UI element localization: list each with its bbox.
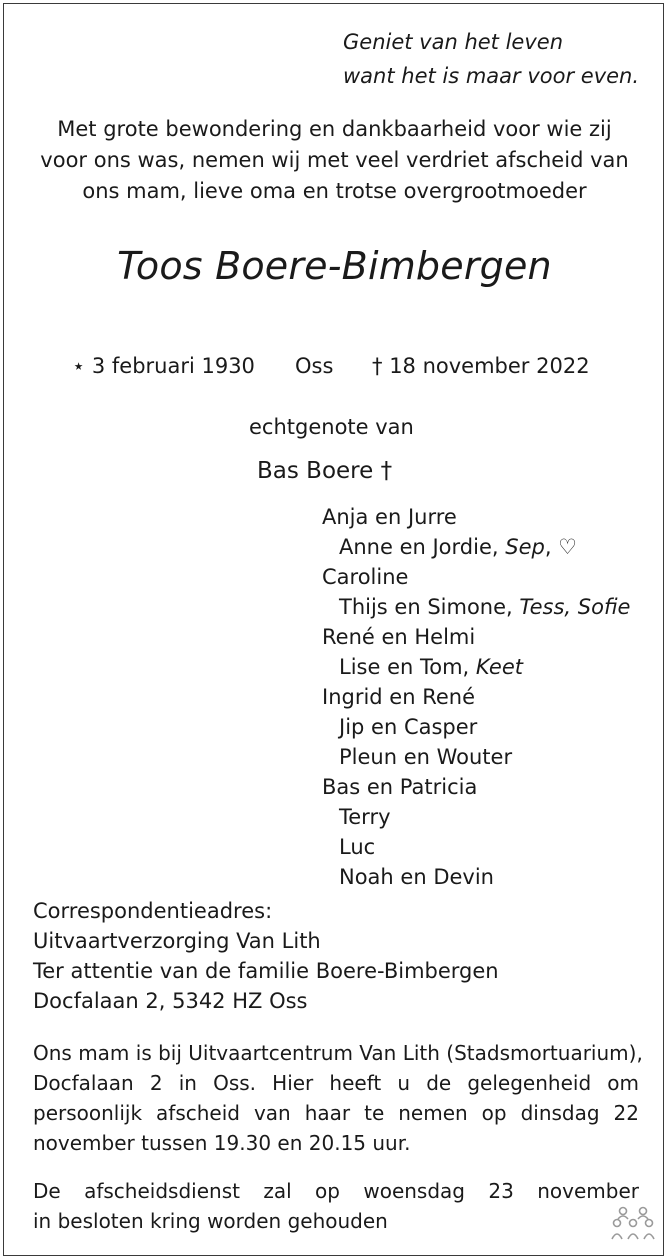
correspondence-line: Uitvaartverzorging Van Lith [33, 929, 321, 953]
family-member-name-part: Lise en Tom, [339, 655, 476, 679]
family-member-name-part: René en Helmi [322, 625, 476, 649]
family-member-name-part: Ingrid en René [322, 685, 476, 709]
family-member-name-part: Terry [339, 805, 391, 829]
paragraph-line: Docfalaan 2 in Oss. Hier heeft u de gelegenheid om [33, 1071, 639, 1095]
deceased-name: Toos Boere-Bimbergen [117, 244, 552, 288]
motto-line-2: want het is maar voor even. [343, 64, 640, 88]
death-date-text: 18 november 2022 [389, 354, 590, 378]
family-member-name-part: Luc [339, 835, 376, 859]
paragraph-line: in besloten kring worden gehouden [33, 1209, 388, 1233]
people-group-icon [610, 1205, 656, 1251]
spouse-name: Bas Boere † [257, 458, 393, 484]
service-paragraph [33, 1176, 639, 1236]
family-member-child [322, 505, 457, 529]
family-member-grandchild [339, 835, 375, 859]
family-member-name-part: Pleun en Wouter [339, 745, 513, 769]
family-member-name-part: Sep [505, 535, 545, 559]
correspondence-line: Ter attentie van de familie Boere-Bimbergen [33, 959, 499, 983]
family-member-grandchild [339, 745, 512, 769]
family-member-name-part: Bas en Patricia [322, 775, 478, 799]
visitation-paragraph [33, 1038, 643, 1158]
family-member-child [322, 775, 477, 799]
correspondence-address: Docfalaan 2, 5342 HZ Oss [33, 989, 308, 1013]
family-member-name-part: Tess, Sofie [519, 595, 631, 619]
family-member-name-part: , ♡ [544, 535, 578, 559]
correspondence-heading: Correspondentieadres: [33, 899, 273, 923]
family-member-child [322, 625, 475, 649]
family-member-grandchild [339, 865, 494, 889]
birth-date [72, 354, 255, 378]
paragraph-line: Ons mam is bij Uitvaartcentrum Van Lith (Stadsmortuarium), [33, 1041, 643, 1065]
paragraph-line: De afscheidsdienst zal op woensdag 23 november [33, 1179, 639, 1203]
family-member-grandchild [339, 805, 391, 829]
family-member-grandchild [339, 595, 630, 619]
family-member-child [322, 565, 408, 589]
family-member-name-part: Anne en Jordie, [339, 535, 506, 559]
family-member-name-part: Thijs en Simone, [339, 595, 520, 619]
family-member-name-part: Caroline [322, 565, 409, 589]
intro-line-2: voor ons was, nemen wij met veel verdriet afscheid van [40, 148, 629, 172]
place: Oss [295, 354, 334, 378]
family-member-name-part: Anja en Jurre [322, 505, 457, 529]
family-member-name-part: Noah en Devin [339, 865, 494, 889]
paragraph-line: november tussen 19.30 en 20.15 uur. [33, 1131, 411, 1155]
birth-star-icon: ⋆ [72, 354, 86, 378]
birth-date-text: 3 februari 1930 [91, 354, 255, 378]
family-member-name-part: Keet [475, 655, 523, 679]
motto-line-1: Geniet van het leven [343, 30, 563, 54]
paragraph-line: persoonlijk afscheid van haar te nemen op dinsdag 22 [33, 1101, 639, 1125]
death-cross-icon: † [372, 354, 383, 378]
intro-line-3: ons mam, lieve oma en trotse overgrootmoeder [82, 179, 587, 203]
family-member-name-part: Jip en Casper [339, 715, 478, 739]
family-member-child [322, 685, 475, 709]
family-member-grandchild [339, 655, 523, 679]
spouse-label: echtgenote van [249, 415, 414, 439]
family-member-grandchild [339, 715, 477, 739]
intro-line-1: Met grote bewondering en dankbaarheid voor wie zij [57, 117, 612, 141]
death-date [372, 354, 590, 378]
family-member-grandchild [339, 535, 577, 559]
